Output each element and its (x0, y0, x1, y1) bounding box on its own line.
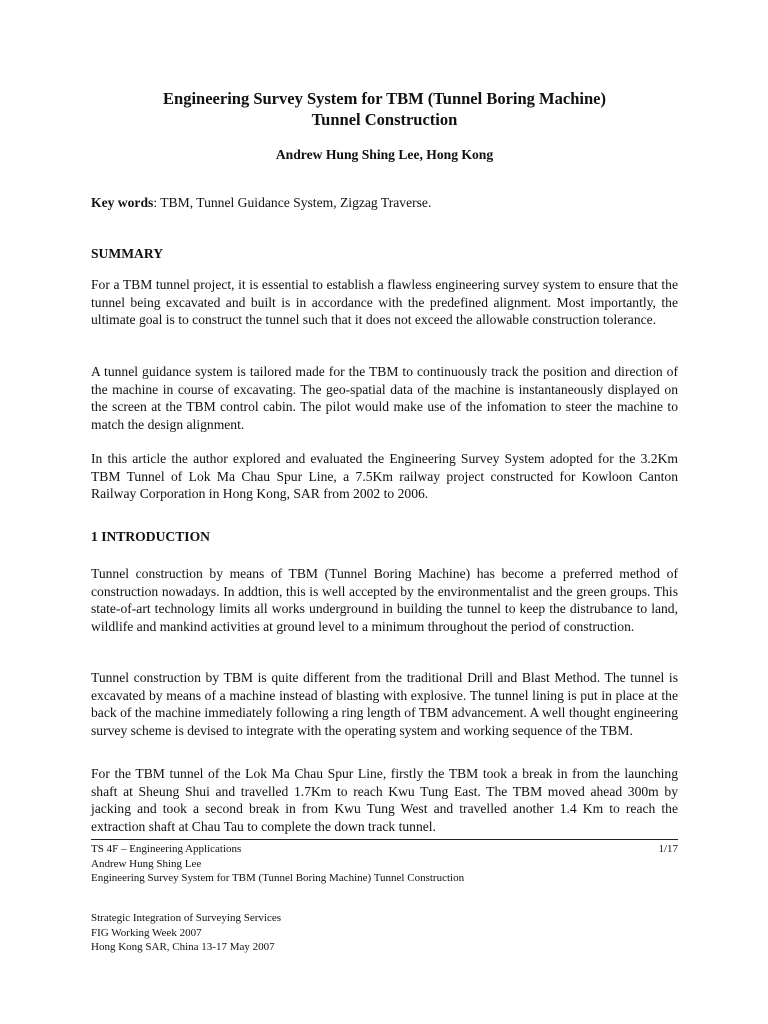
keywords-line (91, 194, 678, 212)
summary-paragraph-2: A tunnel guidance system is tailored made for the TBM to continuously track the position and direction of the machine in course of excavating. The geo-spatial data of the machine is instantaneously displayed on the screen at the TBM control cabin. The pilot would make use of the infomation to steer the machine to match the design alignment. (91, 364, 678, 432)
footer-paper-title: Engineering Survey System for TBM (Tunnel Boring Machine) Tunnel Construction (91, 872, 465, 884)
title-line-2: Tunnel Construction (311, 110, 458, 129)
intro-heading: 1 INTRODUCTION (91, 529, 210, 544)
conference-info (91, 911, 678, 955)
page-footer (91, 842, 678, 886)
summary-paragraph-1: For a TBM tunnel project, it is essential to establish a flawless engineering survey system to ensure that the tunnel being excavated and built is in accordance with the predefined alignment. Most importantly, the ultimate goal is to construct the tunnel such that it does not exceed the allowable construction tolerance. (91, 277, 678, 328)
intro-paragraph-3: For the TBM tunnel of the Lok Ma Chau Spur Line, firstly the TBM took a break in from the launching shaft at Sheung Shui and travelled 1.7Km to reach Kwu Tung East. The TBM moved ahead 300m by jacking and took a second break in from Kwu Tung West and travelled another 1.4 Km to reach the extraction shaft at Chau Tau to complete the down track tunnel. (91, 766, 678, 834)
author-line: Andrew Hung Shing Lee, Hong Kong (275, 147, 494, 162)
conference-line-3: Hong Kong SAR, China 13-17 May 2007 (91, 941, 275, 953)
title-line-1: Engineering Survey System for TBM (Tunnel Boring Machine) (163, 89, 606, 108)
paper-title (91, 88, 678, 130)
conference-line-2: FIG Working Week 2007 (91, 926, 202, 939)
footer-session-row (91, 842, 678, 857)
keywords-text: : TBM, Tunnel Guidance System, Zigzag Traverse. (153, 195, 432, 210)
footer-page-number: 1/17 (658, 843, 678, 855)
keywords-label: Key words (91, 195, 154, 210)
footer-rule (91, 839, 678, 840)
footer-session: TS 4F – Engineering Applications (91, 843, 242, 855)
conference-line-1: Strategic Integration of Surveying Services (91, 912, 282, 924)
footer-author: Andrew Hung Shing Lee (91, 857, 202, 870)
intro-paragraph-1: Tunnel construction by means of TBM (Tunnel Boring Machine) has become a preferred method of construction nowadays. In addtion, this is well accepted by the environmentalist and the green groups. This state-of-art technology limits all works underground in building the tunnel to keep the distrubance to land, wildlife and mankind activities at ground level to a minimum throughout the period of construction. (91, 566, 678, 634)
summary-heading: SUMMARY (91, 246, 164, 261)
summary-paragraph-3: In this article the author explored and evaluated the Engineering Survey System adopted for the 3.2Km TBM Tunnel of Lok Ma Chau Spur Line, a 7.5Km railway project constructed for Kowloon Canton Railway Corporation in Hong Kong, SAR from 2002 to 2006. (91, 451, 678, 502)
intro-paragraph-2: Tunnel construction by TBM is quite different from the traditional Drill and Blast Method. The tunnel is excavated by means of a machine instead of blasting with explosive. The tunnel lining is put in place at the back of the machine immediately following a ring length of TBM advancement. A well thought engineering survey scheme is devised to integrate with the operating system and working sequence of the TBM. (91, 670, 678, 738)
